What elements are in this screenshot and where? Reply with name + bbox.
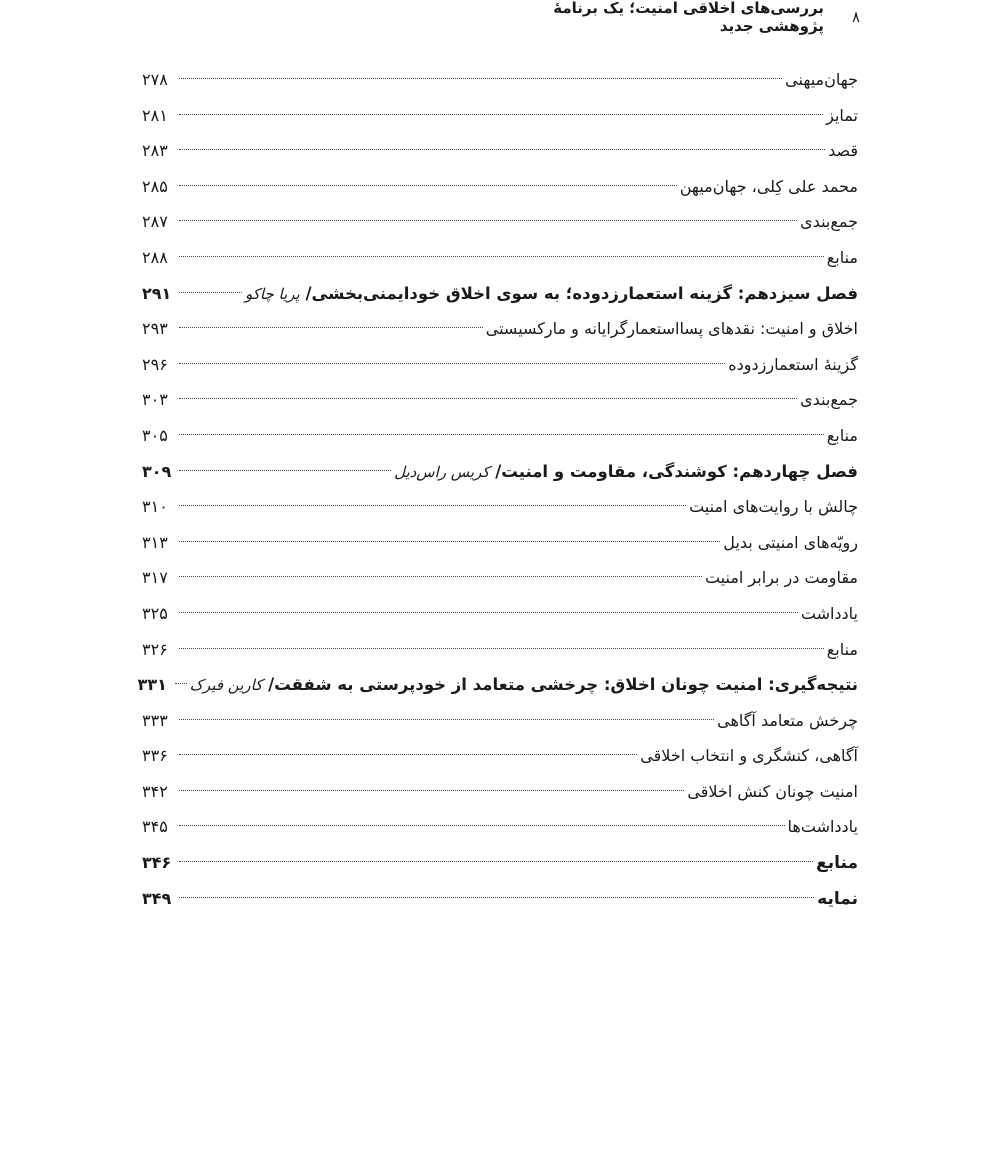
toc-section-row[interactable] [142,347,858,383]
dot-leader [179,220,797,221]
toc-entry-title [680,169,858,205]
toc-entry-title-text: تمایز [826,105,858,125]
toc-section-row[interactable] [142,133,858,169]
toc-entry-title-text: منابع [816,853,858,874]
toc-entry-title [800,204,858,240]
toc-entry-page-number: ۲۸۱ [142,105,168,125]
toc-entry-title-text: یادداشت‌ها [787,817,858,837]
toc-entry-author: کریس راس‌دیل [394,462,490,481]
toc-entry-page-number: ۳۱۰ [142,497,168,517]
toc-chapter-row[interactable] [142,276,858,312]
dot-leader [179,327,483,328]
dot-leader [179,114,823,115]
toc-section-row[interactable] [142,418,858,454]
dot-leader [179,149,825,150]
toc-entry-title [245,276,858,313]
toc-section-row[interactable] [142,560,858,596]
dot-leader [179,648,824,649]
toc-entry-title [640,738,858,774]
toc-entry-author: پریا چاکو [245,284,300,303]
toc-section-row[interactable] [142,596,858,632]
toc-entry-title-text: اخلاق و امنیت: نقدهای پسااستعمارگرایانه و مارکسیستی [485,319,858,339]
toc-entry-title [816,846,858,882]
toc-entry-title-text: جهان‌میهنی [785,70,858,89]
toc-entry-title-text: چرخش متعامد آگاهی [717,710,858,730]
toc-entry-title-text: محمد علی کِلی، جهان‌میهن [679,176,858,196]
toc-entry-title-text: گزینهٔ استعمارزدوده [728,354,858,374]
toc-entry-page-number: ۳۴۶ [142,853,172,873]
toc-entry-title [687,774,858,810]
table-of-contents [137,62,858,916]
toc-major-row[interactable] [142,881,858,917]
toc-entry-title-text: امنیت چونان کنش اخلاقی [687,781,858,801]
dot-leader [179,363,725,364]
dot-leader [179,719,714,720]
toc-entry-title [800,382,858,418]
toc-entry-title [486,311,858,347]
toc-entry-title-text: رویّه‌های امنیتی بدیل [723,532,858,552]
toc-section-row[interactable] [142,738,858,774]
dot-leader [179,78,782,79]
toc-section-row[interactable] [142,240,858,276]
toc-entry-page-number: ۳۰۹ [142,461,172,481]
dot-leader [179,754,637,755]
toc-entry-title-text: منابع [826,247,858,267]
dot-leader [179,541,720,542]
toc-entry-title [190,667,858,704]
toc-entry-title-text: جمع‌بندی [800,212,858,232]
toc-entry-title [828,133,858,169]
toc-entry-title [689,489,858,525]
toc-entry-title [394,454,858,491]
header-book-title: بررسی‌های اخلاقی امنیت؛ یک برنامهٔ پژوهشی جدید [553,0,824,35]
toc-section-row[interactable] [142,311,858,347]
toc-section-row[interactable] [142,809,858,845]
dot-leader [179,612,798,613]
toc-entry-title-text: نمایه [817,888,858,909]
toc-entry-title [785,62,858,98]
dot-leader [179,505,686,506]
toc-section-row[interactable] [142,525,858,561]
toc-entry-page-number: ۳۴۲ [142,781,168,801]
toc-entry-title-text: منابع [826,639,858,659]
toc-entry-title-text: نتیجه‌گیری: امنیت چونان اخلاق: چرخشی متعامد از خودپرستی به شفقت/ [262,675,858,695]
dot-leader [179,434,824,435]
toc-entry-page-number: ۳۲۵ [142,603,168,623]
toc-entry-author: کارین فیرک [189,676,263,695]
toc-entry-title-text: مقاومت در برابر امنیت [704,568,858,588]
toc-entry-title [705,560,858,596]
toc-entry-title-text: منابع [826,425,858,445]
toc-entry-title [826,98,858,134]
dot-leader [179,825,785,826]
toc-entry-title-text: فصل سیزدهم: گزینه استعمارزدوده؛ به سوی اخلاق خودایمنی‌بخشی/ [299,283,858,303]
toc-section-row[interactable] [142,382,858,418]
toc-entry-page-number: ۳۱۳ [142,532,168,552]
toc-entry-page-number: ۳۲۶ [142,639,168,659]
dot-leader [179,292,242,293]
toc-entry-page-number: ۲۹۱ [142,283,172,303]
toc-entry-page-number: ۲۸۷ [142,212,168,232]
toc-section-row[interactable] [142,62,858,98]
toc-entry-page-number: ۳۳۱ [137,675,167,695]
toc-entry-title-text: قصد [828,141,858,161]
toc-entry-title-text: فصل چهاردهم: کوشندگی، مقاومت و امنیت/ [489,461,858,481]
toc-entry-title [827,632,858,668]
running-header [490,0,860,35]
toc-entry-page-number: ۳۳۳ [142,710,168,730]
toc-section-row[interactable] [142,169,858,205]
toc-entry-page-number: ۳۰۳ [142,390,168,410]
toc-entry-page-number: ۲۸۳ [142,141,168,161]
dot-leader [179,861,813,862]
dot-leader [179,576,702,577]
toc-entry-title-text: آگاهی، کنشگری و انتخاب اخلاقی [640,746,858,766]
toc-entry-title [827,240,858,276]
toc-section-row[interactable] [142,632,858,668]
toc-entry-page-number: ۳۰۵ [142,425,168,445]
toc-entry-title [728,347,858,383]
toc-entry-page-number: ۲۷۸ [142,70,168,89]
toc-entry-title [788,809,858,845]
toc-major-row[interactable] [142,845,858,881]
toc-section-row[interactable] [142,703,858,739]
toc-entry-page-number: ۲۸۸ [142,247,168,267]
toc-entry-page-number: ۳۴۵ [142,817,168,837]
dot-leader [175,683,187,684]
toc-entry-page-number: ۳۴۹ [142,888,172,908]
toc-section-row[interactable] [142,204,858,240]
toc-chapter-row[interactable] [142,454,858,490]
toc-entry-page-number: ۲۹۶ [142,354,168,374]
dot-leader [179,185,677,186]
toc-entry-title [723,525,858,561]
toc-entry-page-number: ۳۱۷ [142,568,168,588]
dot-leader [179,398,797,399]
toc-entry-title [817,882,858,918]
header-page-number: ۸ [851,8,860,26]
dot-leader [179,897,814,898]
toc-entry-title-text: جمع‌بندی [800,390,858,410]
dot-leader [179,470,391,471]
toc-entry-title [717,703,858,739]
toc-entry-title [827,418,858,454]
toc-entry-title-text: چالش با روایت‌های امنیت [689,497,858,517]
dot-leader [179,790,684,791]
toc-section-row[interactable] [142,98,858,134]
toc-entry-page-number: ۳۳۶ [142,746,168,766]
toc-entry-page-number: ۲۹۳ [142,319,168,339]
toc-chapter-row[interactable] [137,667,858,703]
toc-entry-title-text: یادداشت [800,603,858,623]
toc-section-row[interactable] [142,489,858,525]
toc-section-row[interactable] [142,774,858,810]
toc-entry-page-number: ۲۸۵ [142,176,168,196]
dot-leader [179,256,824,257]
toc-entry-title [801,596,858,632]
